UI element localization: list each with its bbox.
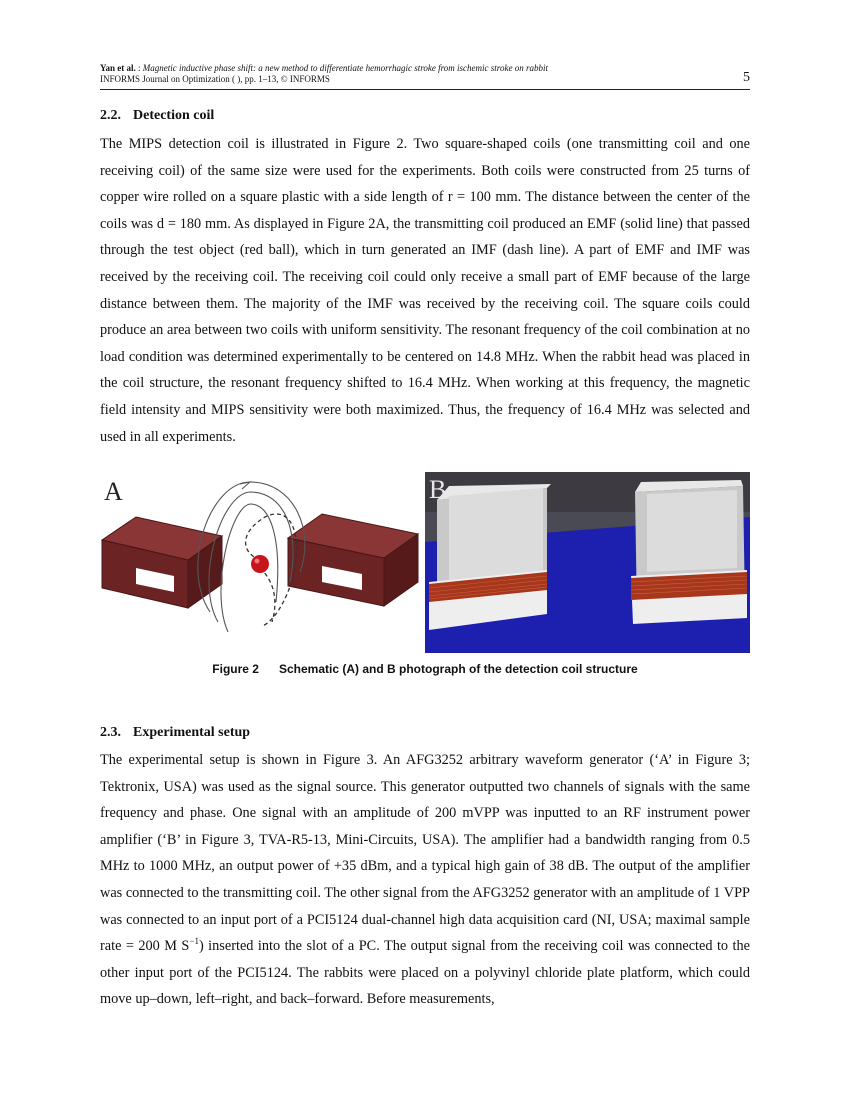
- caption-label: Figure 2: [212, 662, 259, 676]
- paragraph-superscript: −1: [189, 936, 199, 947]
- coil-schematic-drawing: [100, 472, 422, 653]
- panel-b-label: B: [429, 475, 447, 504]
- experimental-setup-paragraph: [100, 747, 750, 1013]
- figure-panel-b-photograph: [425, 472, 750, 653]
- section-heading-detection-coil: [100, 108, 214, 124]
- figure-2: [100, 472, 750, 653]
- section-heading-experimental-setup: [100, 725, 250, 741]
- receiving-coil: [288, 514, 418, 606]
- page-number: 5: [743, 70, 750, 85]
- coil-photograph: [425, 472, 750, 653]
- figure-2-caption: [100, 662, 750, 676]
- header-authors: Yan et al.: [100, 63, 136, 73]
- header-separator: :: [135, 63, 143, 73]
- paragraph-text-part1: The experimental setup is shown in Figure 3. An AFG3252 arbitrary waveform generator (‘A’ in Figure 3; Tektronix, USA) was used as the signal source. This generator outputted two channels of signals with the same frequency and phase. One signal with an amplitude of 200 mVPP was inputted to an RF instrument power amplifier (‘B’ in Figure 3, TVA-R5-13, Mini-Circuits, USA). The amplifier had a bandwidth ranging from 0.5 MHz to 1000 MHz, an output power of +35 dBm, and a typical high gain of 38 dB. The output of the amplifier was connected to the transmitting coil. The other signal from the AFG3252 generator with an amplitude of 1 VPP was connected to an input port of a PCI5124 dual-channel high data acquisition card (NI, USA; maximal sample rate = 200 M S: [100, 752, 750, 955]
- header-article-title: Magnetic inductive phase shift: a new method to differentiate hemorrhagic stroke from ischemic stroke on rabbit: [142, 63, 548, 73]
- section-title: Detection coil: [133, 108, 215, 123]
- paragraph-text-part2: ) inserted into the slot of a PC. The output signal from the receiving coil was connected to the other input port of the PCI5124. The rabbits were placed on a polyvinyl chloride plate platform, which could move up–down, left–right, and back–forward. Before measurements,: [100, 938, 750, 1008]
- header-title-line: [100, 63, 548, 74]
- detection-coil-paragraph: The MIPS detection coil is illustrated in Figure 2. Two square-shaped coils (one transmitting coil and one receiving coil) of the same size were used for the experiments. Both coils were constructed from 25 turns of copper wire rolled on a square plastic with a side length of r = 100 mm. The distance between the center of the coils was d = 180 mm. As displayed in Figure 2A, the transmitting coil produced an EMF (solid line) that passed through the test object (red ball), which in turn generated an IMF (dash line). A part of EMF and IMF was received by the receiving coil. The receiving coil could only receive a small part of EMF because of the large distance between them. The majority of the IMF was received by the receiving coil. The square coils could produce an area between two coils with uniform sensitivity. The resonant frequency of the coil combination at no load condition was determined experimentally to be centered on 14.8 MHz. When the rabbit head was placed in the coil structure, the resonant frequency shifted to 16.4 MHz. When working at this frequency, the magnetic field intensity and MIPS sensitivity were both maximized. Thus, the frequency of 16.4 MHz was selected and used in all experiments.: [100, 136, 750, 445]
- right-coil-photo: [631, 480, 747, 624]
- section-title: Experimental setup: [133, 725, 251, 740]
- left-coil-photo: [429, 484, 551, 630]
- figure-panel-a-schematic: [100, 472, 422, 653]
- section-number: 2.2.: [100, 108, 121, 123]
- caption-text: Schematic (A) and B photograph of the detection coil structure: [278, 662, 638, 676]
- panel-a-label: A: [104, 477, 123, 506]
- running-header: [100, 63, 750, 90]
- section-number: 2.3.: [100, 725, 121, 740]
- test-object-red-ball: [251, 555, 269, 573]
- header-journal-line: INFORMS Journal on Optimization ( ), pp. 1–13, © INFORMS: [100, 74, 330, 84]
